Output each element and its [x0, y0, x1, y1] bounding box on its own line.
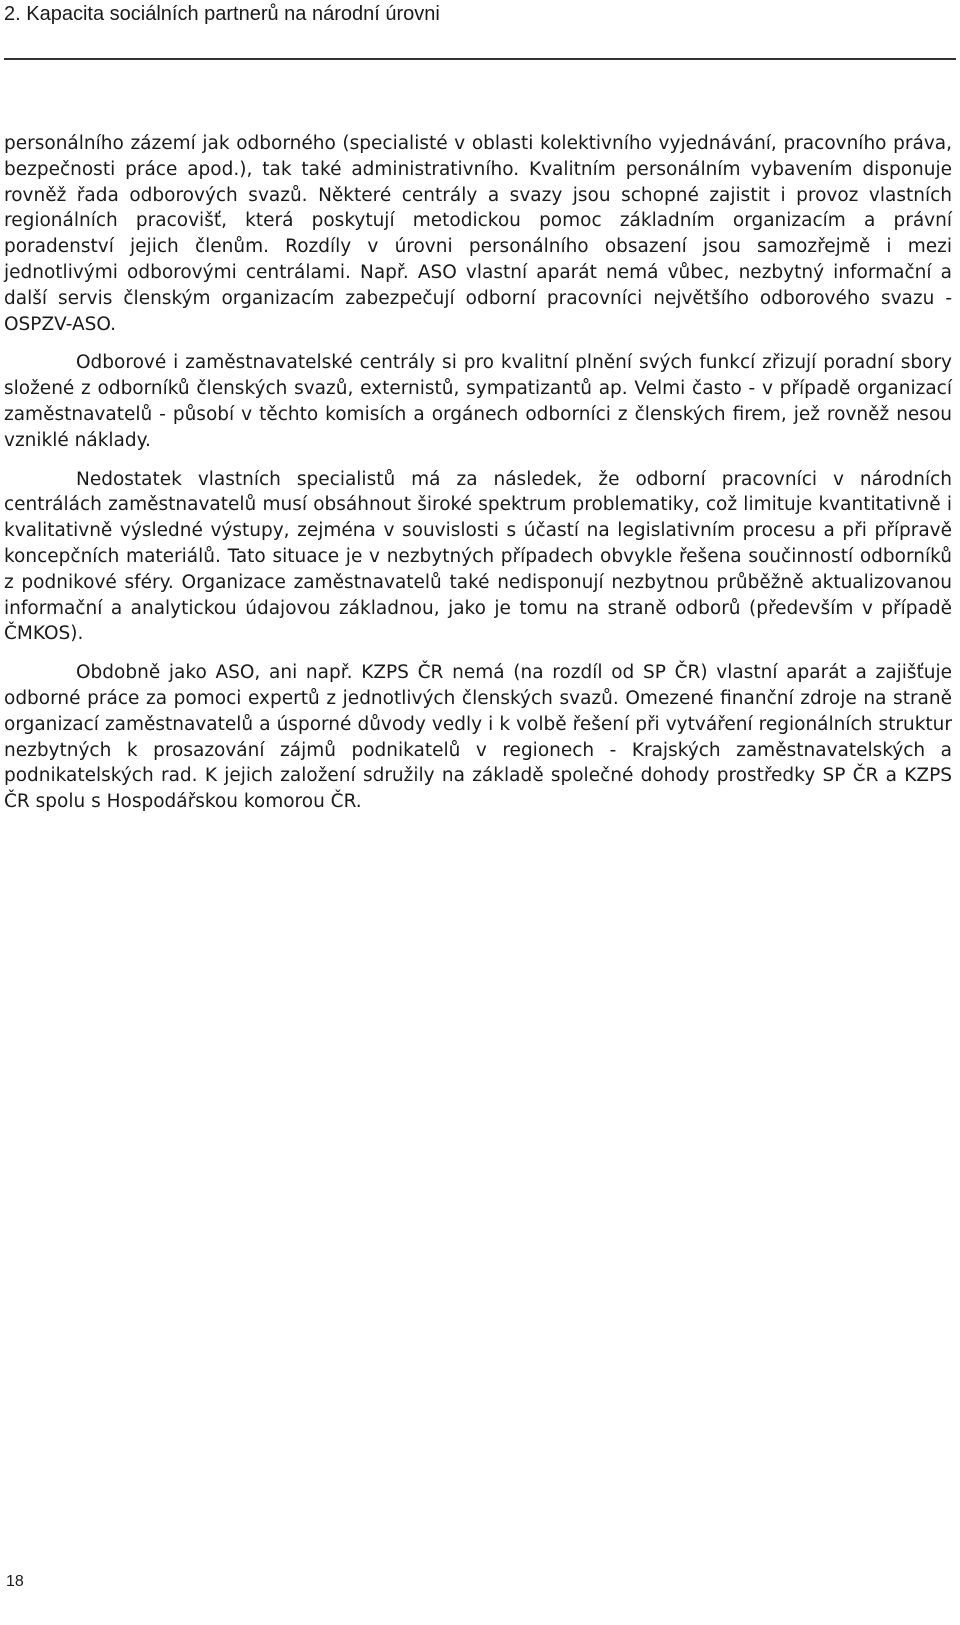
paragraph-advisory-boards: Odborové i zaměstnavatelské centrály si pro kvalitní plnění svých funkcí zřizují poradní sbory složené z odborníků členských svazů, externistů, sympatizantů ap. Velmi často - v případě organizací zaměstnavatelů - působí v těchto komisích a orgánech odborníci z členských firem, jež rovněž nesou vzniklé náklady.	[4, 352, 952, 451]
page-number: 18	[6, 1573, 24, 1590]
chapter-title: 2. Kapacita sociálních partnerů na národní úrovni	[4, 3, 440, 25]
paragraph-regional-structures: Obdobně jako ASO, ani např. KZPS ČR nemá (na rozdíl od SP ČR) vlastní aparát a zajišťuje odborné práce za pomoci expertů z jednotlivých členských svazů. Omezené finanční zdroje na straně organizací zaměstnavatelů a úsporné důvody vedly i k volbě řešení při vytváření regionálních struktur nezbytných k prosazování zájmů podnikatelů v regionech - Krajských zaměstnavatelských a podnikatelských rad. K jejich založení sdružily na základě společné dohody prostředky SP ČR a KZPS ČR spolu s Hospodářskou komorou ČR.	[4, 662, 952, 813]
document-body	[4, 131, 952, 828]
paragraph-personnel: personálního zázemí jak odborného (specialisté v oblasti kolektivního vyjednávání, pracovního práva, bezpečnosti práce apod.), tak také administrativního. Kvalitním personálním vybavením disponuje rovněž řada odborových svazů. Některé centrály a svazy jsou schopné zajistit i provoz vlastních regionálních pracovišť, která poskytují metodickou pomoc základním organizacím a právní poradenství jejich členům. Rozdíly v úrovni personálního obsazení jsou samozřejmě i mezi jednotlivými odborovými centrálami. Např. ASO vlastní aparát nemá vůbec, nezbytný informační a další servis členským organizacím zabezpečují odborní pracovníci největšího odborového svazu - OSPZV-ASO.	[4, 133, 952, 335]
paragraph-specialist-shortage: Nedostatek vlastních specialistů má za následek, že odborní pracovníci v národních centrálách zaměstnavatelů musí obsáhnout široké spektrum problematiky, což limituje kvantitativně i kvalitativně výsledné výstupy, zejména v souvislosti s účastí na legislativním procesu a při přípravě koncepčních materiálů. Tato situace je v nezbytných případech obvykle řešena součinností odborníků z podnikové sféry. Organizace zaměstnavatelů také nedisponují nezbytnou průběžně aktualizovanou informační a analytickou údajovou základnou, jako je tomu na straně odborů (především v případě ČMKOS).	[4, 468, 952, 645]
page-header	[4, 0, 956, 60]
